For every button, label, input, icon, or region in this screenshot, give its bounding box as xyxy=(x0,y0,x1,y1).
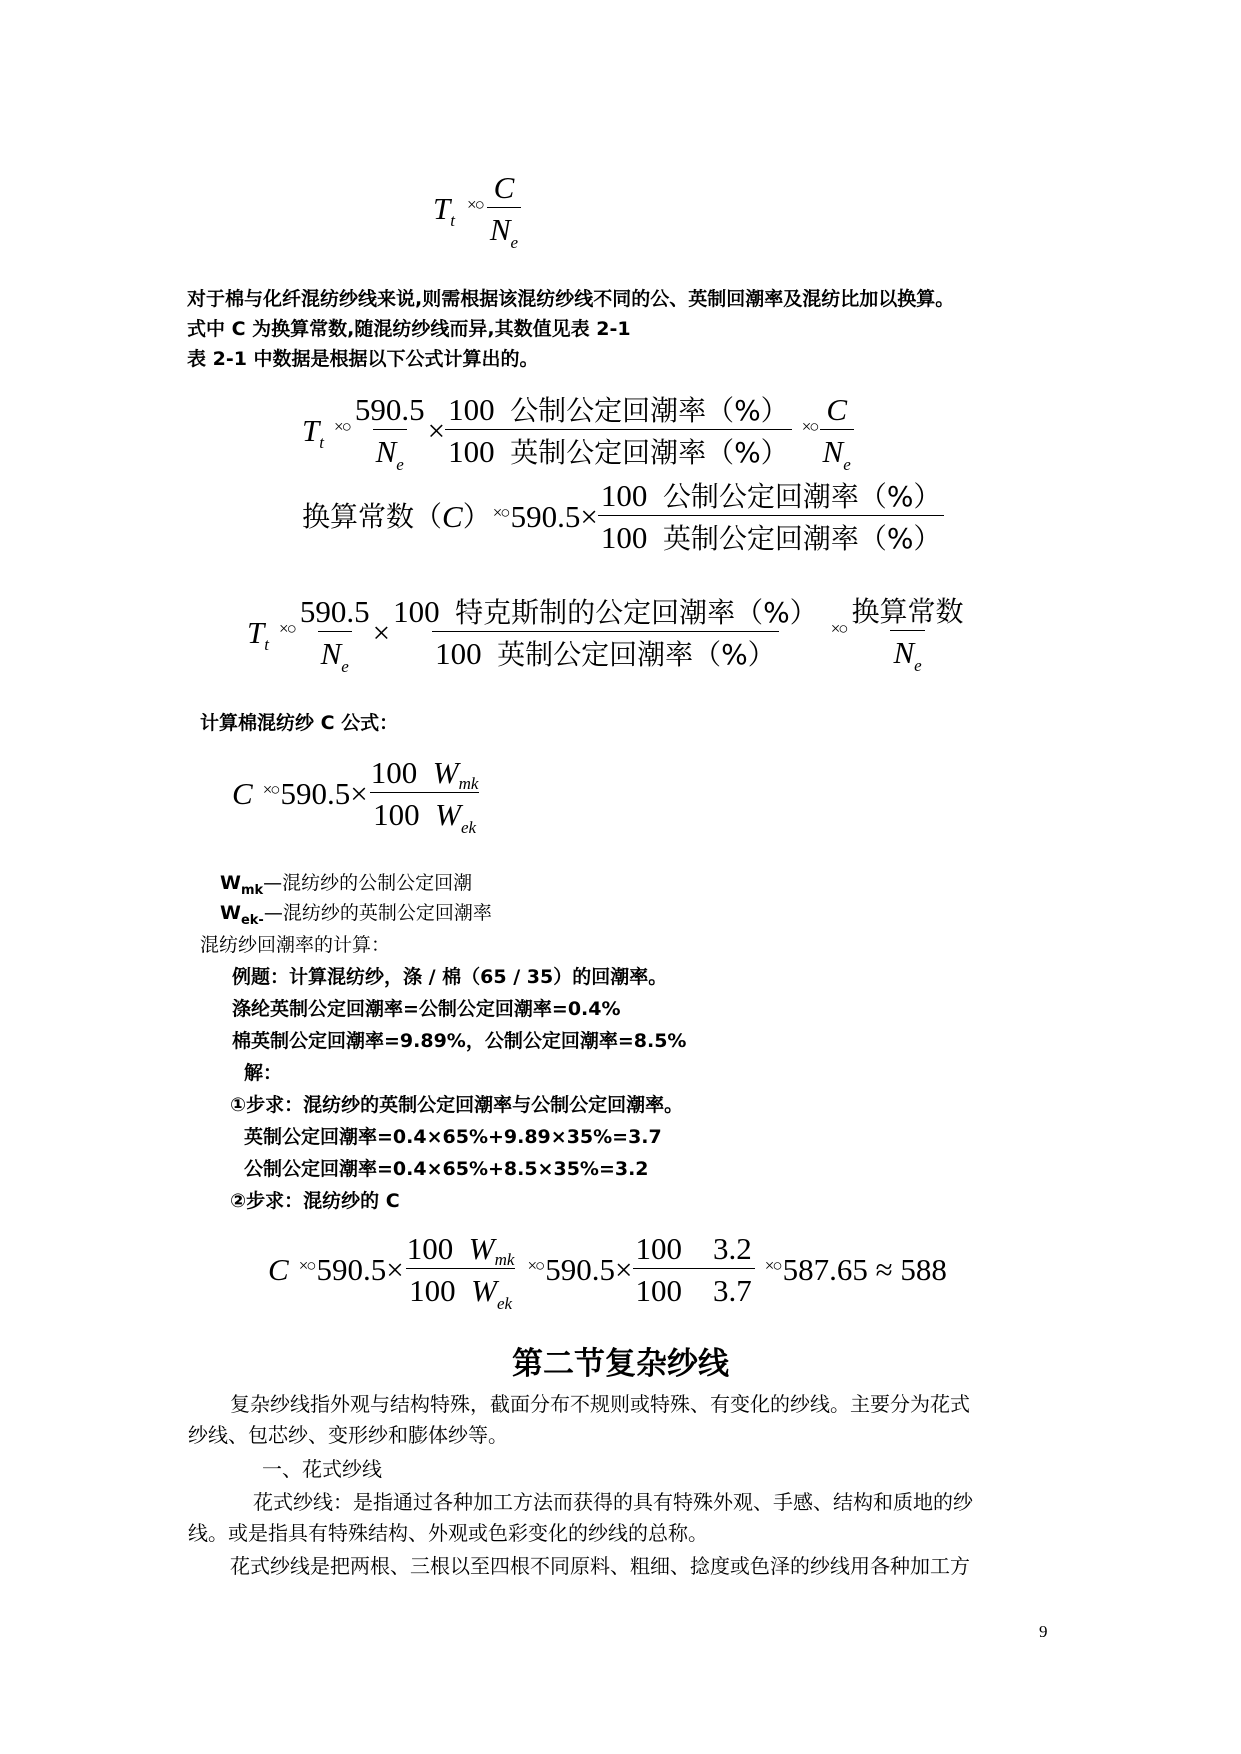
operator: ×○ xyxy=(262,780,279,799)
text-line: 棉英制公定回潮率=9.89%，公制公定回潮率=8.5% xyxy=(232,1030,687,1052)
operator: ×○ xyxy=(278,619,295,638)
times: × xyxy=(427,413,446,448)
paragraph-line: 花式纱线：是指通过各种加工方法而获得的具有特殊外观、手感、结构和质地的纱 xyxy=(253,1490,973,1514)
text-line: 表 2-1 中数据是根据以下公式计算出的。 xyxy=(187,348,539,370)
fraction xyxy=(487,170,521,252)
operator: ×○ xyxy=(492,503,509,522)
operator: ×○ xyxy=(298,1256,315,1275)
text-line: 例题：计算混纺纱，涤 / 棉（65 / 35）的回潮率。 xyxy=(232,966,668,988)
formula-5: C ×○ 590.5 × $\frac{\text{100 Wmk}}{100 W_{ek}}$ xyxy=(232,757,481,830)
operator: ×○ xyxy=(466,195,483,214)
subsection-heading: 一、花式纱线 xyxy=(262,1457,382,1481)
text-line: 涤纶英制公定回潮率=公制公定回潮率=0.4% xyxy=(232,998,621,1020)
fraction: $\frac{590.5}{N_e}$ xyxy=(354,392,425,474)
symbol-T: T xyxy=(302,413,320,448)
definition-wmk: $W_{mk}—$混纺纱的公制公定回潮 xyxy=(220,872,473,898)
text-line: 计算棉混纺纱 C 公式： xyxy=(200,712,399,734)
text-line: ②步求：混纺纱的 C xyxy=(230,1190,400,1212)
definition-wek: $W_{ek-}—$混纺纱的英制公定回潮率 xyxy=(220,902,492,928)
fraction: $\frac{\text{100 Wmk}}{100 W_{ek}}$ xyxy=(406,1231,515,1313)
fraction: $\frac{590.5}{N_e}$ xyxy=(299,594,370,676)
formula-4: T t ×○ $\frac{590.5}{N_e}$ × $\frac{\text{100 特克斯制的公定回潮率（\%）}}{\text{100 英制公定回潮率（\%）}}$ ×○ $\frac{\text{换算常数}}{N_e}$ xyxy=(247,596,967,669)
denominator: $N_e$ xyxy=(487,207,521,245)
fraction: $\frac{\text{换算常数}}{N_e}$ xyxy=(851,594,964,675)
subscript-t: t xyxy=(450,211,455,230)
text-line: 公制公定回潮率=0.4×65%+8.5×35%=3.2 xyxy=(244,1158,649,1180)
text-line: 混纺纱回潮率的计算： xyxy=(200,934,391,956)
operator: ×○ xyxy=(830,619,847,638)
paragraph-line: 线。或是指具有特殊结构、外观或色彩变化的纱线的总称。 xyxy=(188,1521,708,1545)
text-line: ①步求：混纺纱的英制公定回潮率与公制公定回潮率。 xyxy=(230,1094,684,1116)
fraction: $\frac{\text{100 公制公定回潮率（\%）}}{\text{100 英制公定回潮率（\%）}}$ xyxy=(445,394,792,467)
text-line: 解： xyxy=(244,1062,283,1084)
numerator-C: C xyxy=(493,170,515,205)
formula-1 xyxy=(433,170,521,252)
operator: ×○ xyxy=(764,1256,781,1275)
operator: ×○ xyxy=(527,1256,544,1275)
paragraph-line: 复杂纱线指外观与结构特殊，截面分布不规则或特殊、有变化的纱线。主要分为花式 xyxy=(230,1392,970,1416)
formula-6: C ×○ 590.5 × $\frac{\text{100 Wmk}}{100 W_{ek}}$ ×○ 590.5 × $\frac{100 3.2}{100 3.7}$ ×○ 587.65 ≈ 588 xyxy=(268,1231,947,1313)
result: 587.65 ≈ 588 xyxy=(782,1252,947,1287)
fraction: $\frac{100 3.2}{100 3.7}$ xyxy=(633,1233,755,1306)
paragraph-line: 花式纱线是把两根、三根以至四根不同原料、粗细、捻度或色泽的纱线用各种加工方 xyxy=(230,1554,970,1578)
fraction: $\frac{\text{100 Wmk}}{100 W_{ek}}$ xyxy=(370,755,479,837)
fraction: $\frac{\text{100 特克斯制的公定回潮率（\%）}}{\text{100 英制公定回潮率（\%）}}$ xyxy=(393,594,818,671)
paragraph-line: 纱线、包芯纱、变形纱和膨体纱等。 xyxy=(188,1423,508,1447)
fraction: $\frac{C}{N_e}$ xyxy=(820,394,854,467)
fraction: $\frac{\text{100 公制公定回潮率（\%）}}{\text{100 英制公定回潮率（\%）}}$ xyxy=(598,480,945,553)
page-number: 9 xyxy=(1039,1622,1048,1641)
text-line: 对于棉与化纤混纺纱线来说,则需根据该混纺纱线不同的公、英制回潮率及混纺比加以换算。 xyxy=(187,288,955,310)
subscript-t: t xyxy=(319,433,324,452)
formula-2 xyxy=(302,392,854,474)
operator: ×○ xyxy=(801,417,818,436)
section-title: 第二节复杂纱线 xyxy=(512,1346,729,1382)
text-line: 式中 C 为换算常数,随混纺纱线而异,其数值见表 2-1 xyxy=(187,318,631,340)
text-line: 英制公定回潮率=0.4×65%+9.89×35%=3.7 xyxy=(244,1126,662,1148)
symbol-T: T xyxy=(433,191,451,226)
operator: ×○ xyxy=(333,417,350,436)
formula-3: 换算常数（ C ） ×○ 590.5 × $\frac{\text{100 公制公定回潮率（\%）}}{\text{100 英制公定回潮率（\%）}}$ xyxy=(302,480,944,553)
